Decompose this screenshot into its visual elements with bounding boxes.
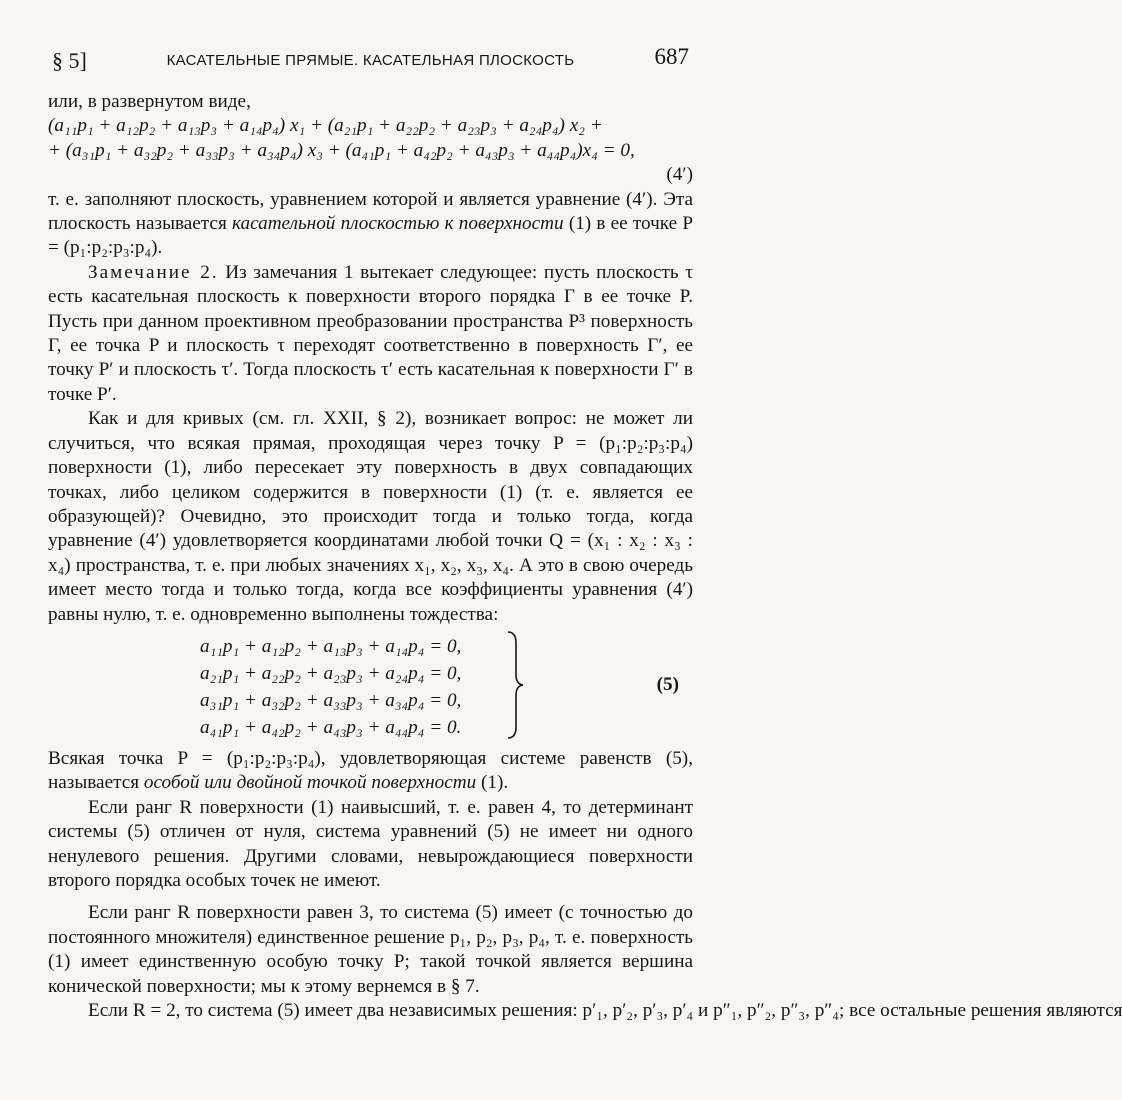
paragraph-rank-4: Если ранг R поверхности (1) наивысший, т. е. равен 4, то детерминант системы (5) отличен от нуля, система уравнений (5) не имеет ни одного ненулевого решения. Другими словами, невырождающиеся поверхности второго порядка особых точек не имеют. [48, 796, 693, 891]
system-5-eq-4: a₄₁p₁ + a₄₂p₂ + a₄₃p₃ + a₄₄p₄ = 0. [200, 716, 462, 738]
remark-2-lead: Замечание 2. [88, 261, 219, 283]
singular-point-text-b: (1). [481, 772, 509, 794]
system-5-equations [200, 633, 461, 741]
running-header [52, 44, 689, 76]
running-title: КАСАТЕЛЬНЫЕ ПРЯМЫЕ. КАСАТЕЛЬНАЯ ПЛОСКОСТЬ [166, 52, 575, 69]
paragraph-tangent-plane [48, 188, 693, 261]
system-5-eq-2: a₂₁p₁ + a₂₂p₂ + a₂₃p₃ + a₂₄p₄ = 0, [200, 662, 462, 684]
singular-point-term: особой или двойной точкой поверхности [143, 772, 477, 794]
system-5-eq-1: a₁₁p₁ + a₁₂p₂ + a₁₃p₃ + a₁₄p₄ = 0, [200, 635, 462, 657]
section-marker: § 5] [52, 48, 87, 73]
tangent-plane-text-b: (1) в ее точке P = (p₁:p₂:p₃:p₄). [48, 213, 694, 259]
paragraph-remark-2 [48, 261, 693, 407]
equation-4prime-number: (4′) [666, 164, 693, 186]
system-5-eq-3: a₃₁p₁ + a₃₂p₂ + a₃₃p₃ + a₃₄p₄ = 0, [200, 689, 462, 711]
equation-4prime-line2: + (a₃₁p₁ + a₃₂p₂ + a₃₃p₃ + a₃₄p₄) x₃ + (a₄₁p₁ + a₄₂p₂ + a₄₃p₃ + a₄₄p₄)x₄ = 0, [48, 139, 635, 161]
system-5-number: (5) [656, 673, 679, 695]
remark-2-text: Из замечания 1 вытекает следующее: пусть плоскость τ есть касательная плоскость к поверхности второго порядка Γ в ее точке P. Пусть при данном проективном преобразовании пространства P³ поверхность Γ, ее точка P и плоскость τ переходят соответственно в поверхность Γ′, ее точку P′ и плоскость τ′. Тогда плоскость τ′ есть касательная к поверхности Γ′ в точке P′. [48, 261, 693, 405]
paragraph-expanded-form: или, в развернутом виде, [48, 91, 251, 112]
paragraph-rank-2: Если R = 2, то система (5) имеет два независимых решения: p′₁, p′₂, p′₃, p′₄ и p″₁, p″₂, p″₃, p″₄; все остальные решения являются [88, 1000, 1122, 1021]
equation-4prime-line1: (a₁₁p₁ + a₁₂p₂ + a₁₃p₃ + a₁₄p₄) x₁ + (a₂₁p₁ + a₂₂p₂ + a₂₃p₃ + a₂₄p₄) x₂ + [48, 115, 603, 137]
singular-point-text-a: Всякая точка P = (p₁:p₂:p₃:p₄), удовлетворяющая системе равенств (5), называется [48, 747, 693, 794]
paragraph-singular-point-definition [48, 747, 693, 796]
paragraph-rank-3: Если ранг R поверхности равен 3, то система (5) имеет (с точностью до постоянного множителя) единственное решение p₁, p₂, p₃, p₄, т. е. поверхность (1) имеет единственную особую точку P; такой точкой является вершина конической поверхности; мы к этому вернемся в § 7. [48, 902, 693, 997]
page-number: 687 [654, 44, 689, 69]
right-brace-icon [506, 629, 526, 741]
tangent-plane-text-a: т. е. заполняют плоскость, уравнением которой и является уравнение (4′). Эта плоскость называется [48, 188, 693, 235]
tangent-plane-term: касательной плоскостью к поверхности [231, 213, 564, 235]
paragraph-singular-question: Как и для кривых (см. гл. XXII, § 2), возникает вопрос: не может ли случиться, что всякая прямая, проходящая через точку P = (p₁:p₂:p₃:p₄) поверхности (1), либо пересекает эту поверхность в двух совпадающих точках, либо целиком содержится в поверхности (1) (т. е. является ее образующей)? Очевидно, это происходит тогда и только тогда, когда уравнение (4′) удовлетворяется координатами любой точки Q = (x₁ : x₂ : x₃ : x₄) пространства, т. е. при любых значениях x₁, x₂, x₃, x₄. А это в свою очередь имеет место тогда и только тогда, когда все коэффициенты уравнения (4′) равны нулю, т. е. одновременно выполнены тождества: [48, 408, 693, 625]
equation-system-5 [48, 633, 693, 741]
page-body [48, 90, 1122, 1023]
